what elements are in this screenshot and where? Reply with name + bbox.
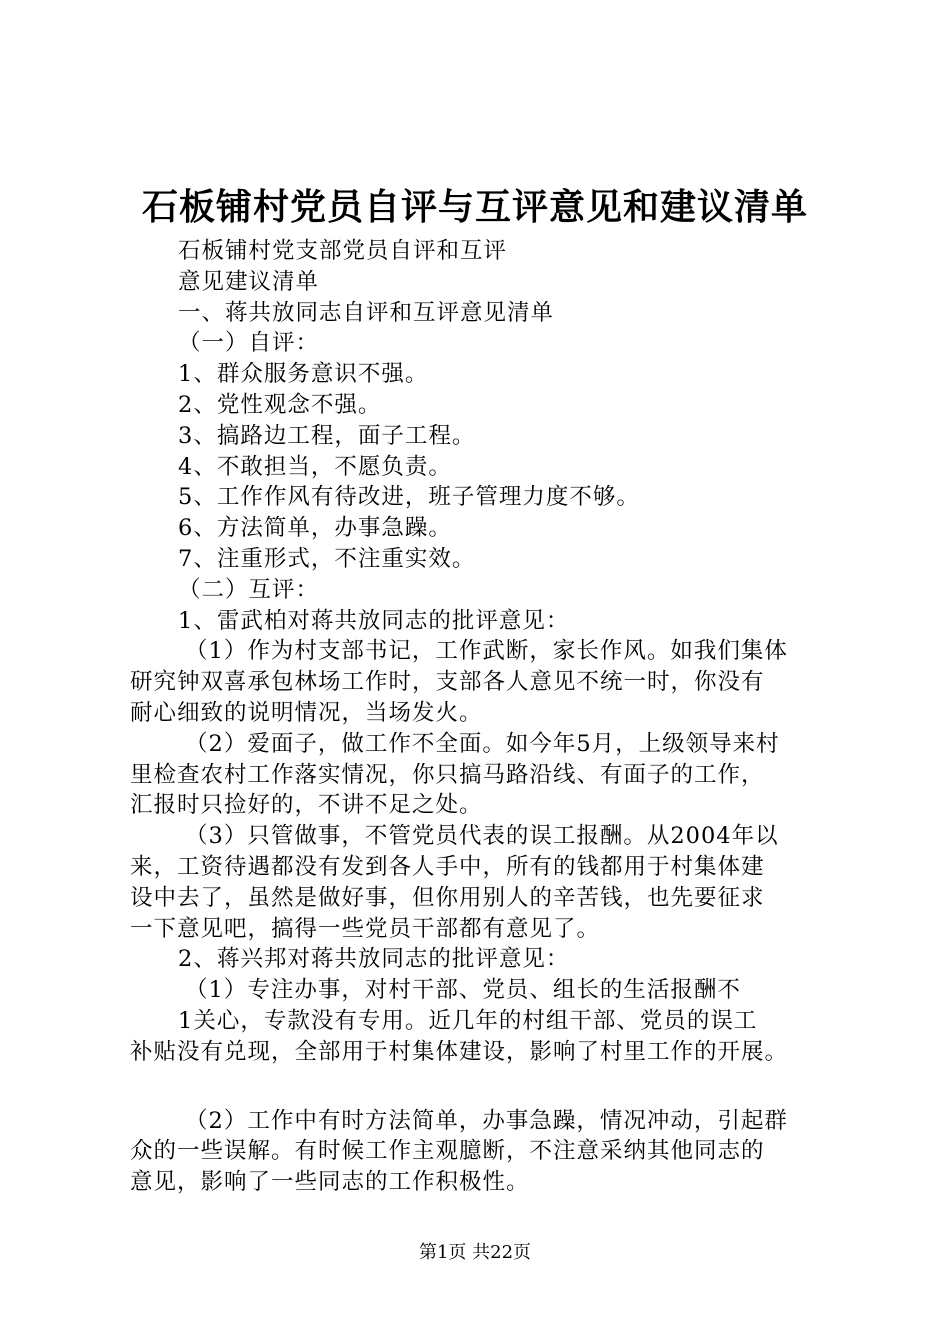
text-line: （1）专注办事，对村干部、党员、组长的生活报酬不 <box>185 977 741 1004</box>
text-line: （一）自评： <box>178 330 320 357</box>
text-line: 耐心细致的说明情况，当场发火。 <box>130 699 483 726</box>
text-line: 一、蒋共放同志自评和互评意见清单 <box>178 299 555 326</box>
document-body <box>130 236 850 1198</box>
text-line: 来，工资待遇都没有发到各人手中，所有的钱都用于村集体建 <box>130 853 765 880</box>
document-title: 石板铺村党员自评与互评意见和建议清单 <box>141 186 808 228</box>
text-line: 7、注重形式，不注重实效。 <box>178 545 476 572</box>
text-line: 3、搞路边工程，面子工程。 <box>178 422 476 449</box>
text-line: （3）只管做事，不管党员代表的误工报酬。从2004年以 <box>185 823 779 850</box>
text-line: 石板铺村党支部党员自评和互评 <box>178 238 508 264</box>
text-line: 5、工作作风有待改进，班子管理力度不够。 <box>178 484 640 511</box>
text-line: 1、群众服务意识不强。 <box>178 361 429 388</box>
text-line: 意见，影响了一些同志的工作积极性。 <box>130 1169 530 1196</box>
text-line: 意见建议清单 <box>178 268 320 295</box>
text-line: 补贴没有兑现，全部用于村集体建设，影响了村里工作的开展。 <box>130 1038 789 1065</box>
page-footer: 第1页 共22页 <box>418 1242 532 1263</box>
text-line: 2、党性观念不强。 <box>178 391 382 418</box>
text-line: 研究钟双喜承包林场工作时，支部各人意见不统一时，你没有 <box>130 669 765 696</box>
text-line: 汇报时只捡好的，不讲不足之处。 <box>130 792 483 819</box>
text-line: 1关心，专款没有专用。近几年的村组干部、党员的误工 <box>178 1007 758 1034</box>
text-line: 设中去了，虽然是做好事，但你用别人的辛苦钱，也先要征求 <box>130 884 765 911</box>
text-line: （二）互评： <box>178 576 320 603</box>
text-line: 众的一些误解。有时候工作主观臆断，不注意采纳其他同志的 <box>130 1138 765 1165</box>
text-line: （2）爱面子，做工作不全面。如今年5月，上级领导来村 <box>185 730 780 757</box>
text-line: 1、雷武柏对蒋共放同志的批评意见： <box>178 607 570 634</box>
paragraph-gap <box>130 1068 850 1106</box>
text-line: （2）工作中有时方法简单，办事急躁，情况冲动，引起群 <box>185 1107 788 1134</box>
text-line: 里检查农村工作落实情况，你只搞马路沿线、有面子的工作， <box>130 761 765 788</box>
text-line: 6、方法简单，办事急躁。 <box>178 515 452 542</box>
text-line: 2、蒋兴邦对蒋共放同志的批评意见： <box>178 946 570 973</box>
text-line: （1）作为村支部书记，工作武断，家长作风。如我们集体 <box>185 638 788 665</box>
text-line: 4、不敢担当，不愿负责。 <box>178 453 452 480</box>
text-line: 一下意见吧，搞得一些党员干部都有意见了。 <box>130 915 601 942</box>
